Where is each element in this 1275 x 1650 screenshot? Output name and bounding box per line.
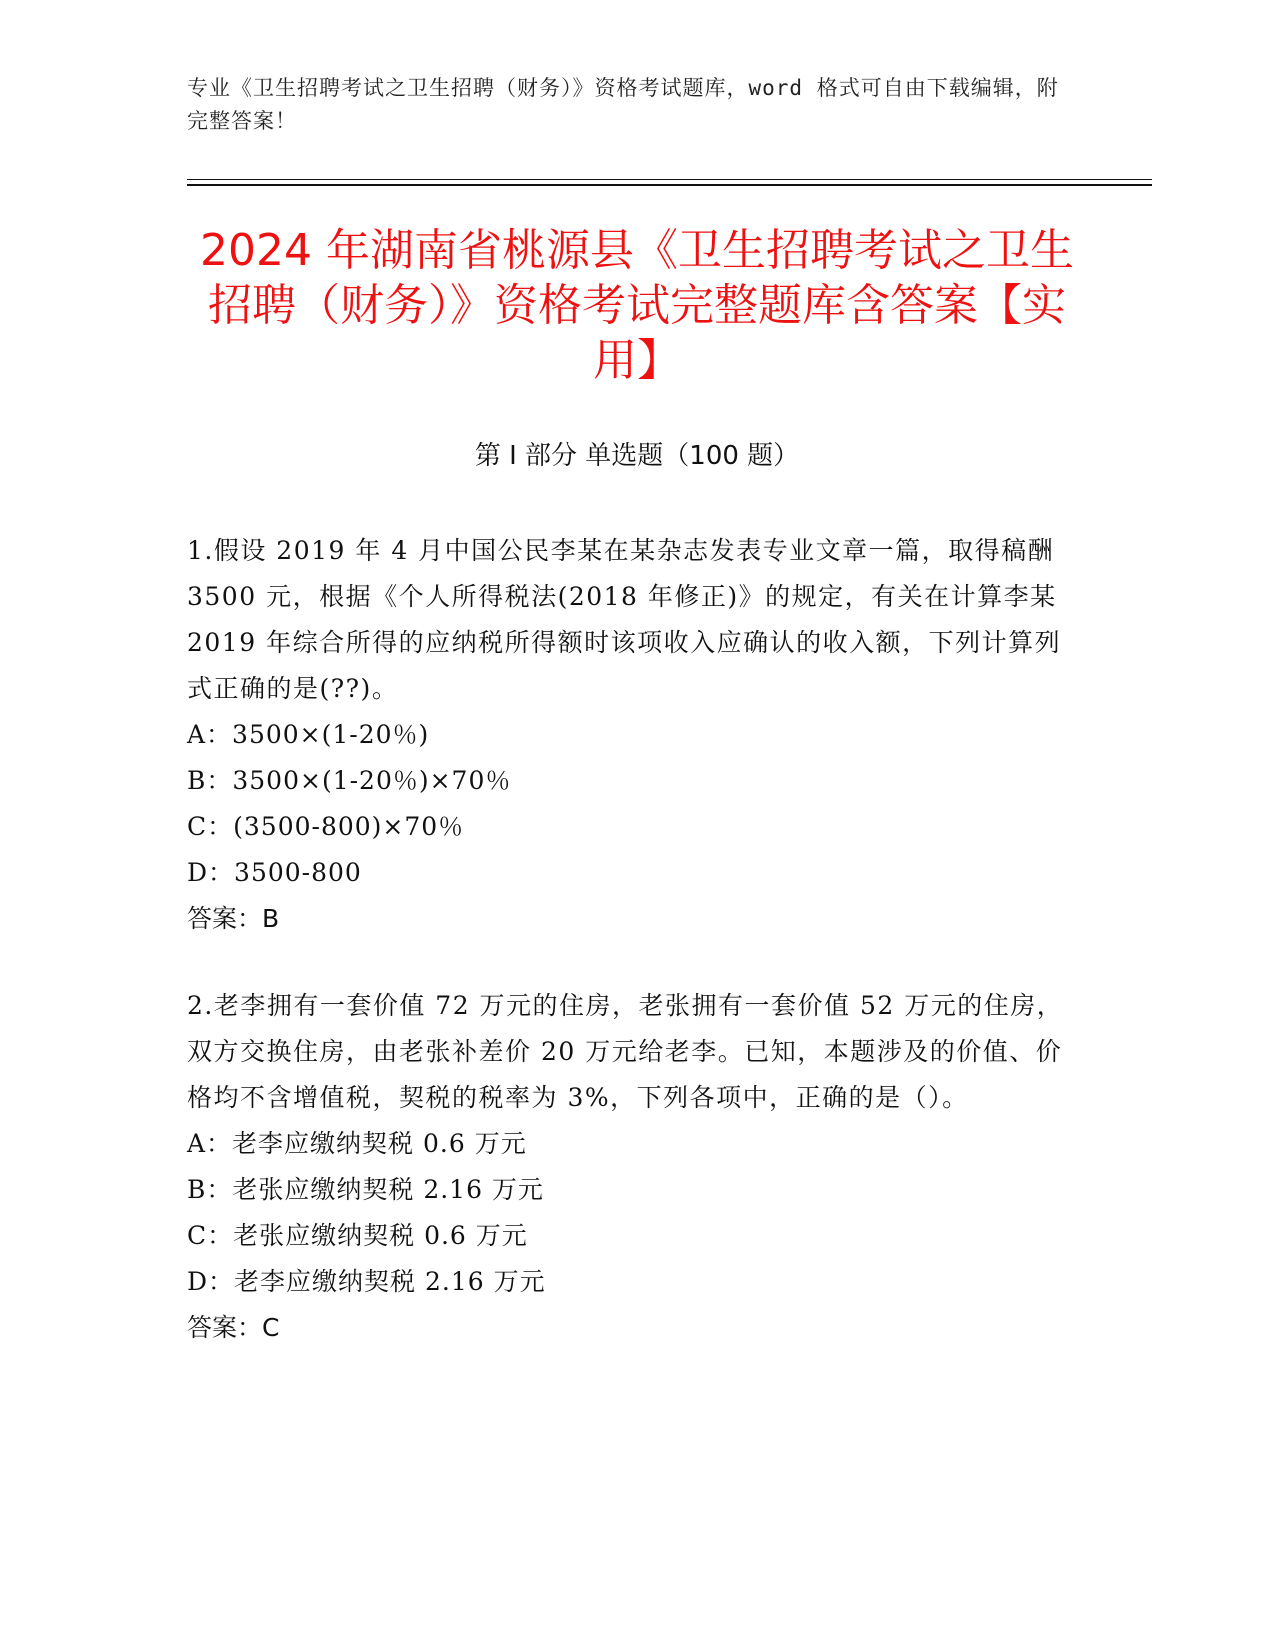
option-c: C：(3500-800)×70％ xyxy=(187,812,465,841)
question-1 xyxy=(187,528,1087,942)
option-d: D：老李应缴纳契税 2.16 万元 xyxy=(187,1267,546,1296)
header-divider-thin xyxy=(187,179,1152,180)
option-a: A：老李应缴纳契税 0.6 万元 xyxy=(187,1129,527,1158)
header-note: 专业《卫生招聘考试之卫生招聘（财务）》资格考试题库，word 格式可自由下载编辑，附完整答案！ xyxy=(187,76,1059,133)
question-2 xyxy=(187,983,1087,1351)
document-title: 2024 年湖南省桃源县《卫生招聘考试之卫生招聘（财务）》资格考试完整题库含答案【实用】 xyxy=(200,225,1074,386)
option-b: B：老张应缴纳契税 2.16 万元 xyxy=(187,1175,544,1204)
answer: 答案：B xyxy=(187,904,280,933)
section-heading: 第 I 部分 单选题（100 题） xyxy=(474,441,800,471)
question-stem: 1.假设 2019 年 4 月中国公民李某在某杂志发表专业文章一篇，取得稿酬 3500 元，根据《个人所得税法(2018 年修正)》的规定，有关在计算李某 2019 年综合所得的应纳税所得额时该项收入应确认的收入额，下列计算列式正确的是(??)。 xyxy=(187,536,1062,703)
answer: 答案：C xyxy=(187,1313,280,1342)
option-c: C：老张应缴纳契税 0.6 万元 xyxy=(187,1221,528,1250)
option-d: D：3500-800 xyxy=(187,858,362,887)
header-divider-thick xyxy=(187,184,1152,186)
option-b: B：3500×(1-20％)×70％ xyxy=(187,766,512,795)
question-stem: 2.老李拥有一套价值 72 万元的住房，老张拥有一套价值 52 万元的住房，双方交换住房，由老张补差价 20 万元给老李。已知，本题涉及的价值、价格均不含增值税，契税的税率为 3%，下列各项中，正确的是（）。 xyxy=(187,991,1064,1112)
option-a: A：3500×(1-20％) xyxy=(187,720,430,749)
